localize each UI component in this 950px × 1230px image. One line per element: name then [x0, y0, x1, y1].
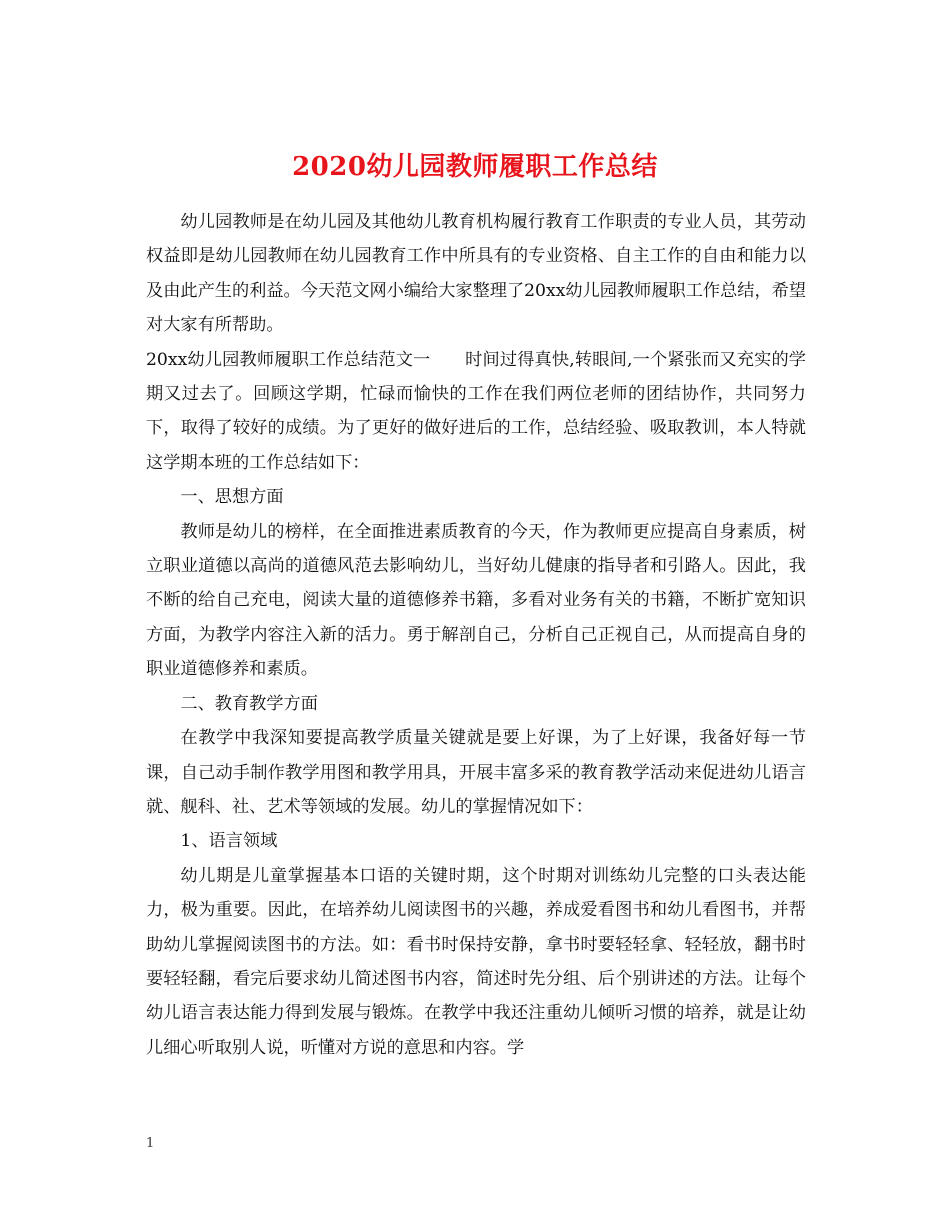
heading-teaching: 二、教育教学方面 — [180, 693, 318, 714]
paragraph-intro: 幼儿园教师是在幼儿园及其他幼儿教育机构履行教育工作职责的专业人员，其劳动权益即是幼儿园教师在幼儿园教育工作中所具有的专业资格、自主工作的自由和能力以及由此产生的利益。今天范文网小编给大家整理了20xx幼儿园教师履职工作总结，希望对大家有所帮助。 — [146, 212, 807, 336]
paragraph-language: 幼儿期是儿童掌握基本口语的关键时期，这个时期对训练幼儿完整的口头表达能力，极为重要。因此，在培养幼儿阅读图书的兴趣，养成爱看图书和幼儿看图书，并帮助幼儿掌握阅读图书的方法。如：看书时保持安静，拿书时要轻轻拿、轻轻放，翻书时要轻轻翻，看完后要求幼儿简述图书内容，简述时先分组、后个别讲述的方法。让每个幼儿语言表达能力得到发展与锻炼。在教学中我还注重幼儿倾听习惯的培养，就是让幼儿细心听取别人说，听懂对方说的意思和内容。学 — [146, 865, 806, 1058]
heading-thought: 一、思想方面 — [180, 487, 284, 508]
document-body — [146, 205, 806, 1065]
heading-language: 1、语言领域 — [180, 831, 278, 852]
paragraph-teaching: 在教学中我深知要提高教学质量关键就是要上好课，为了上好课，我备好每一节课，自己动手制作教学用图和教学用具，开展丰富多采的教育教学活动来促进幼儿语言就、舰科、社、艺术等领域的发展。幼儿的掌握情况如下： — [146, 728, 806, 817]
paragraph-sample-one: 20xx幼儿园教师履职工作总结范文一 时间过得真快,转眼间,一个紧张而又充实的学期又过去了。回顾这学期，忙碌而愉快的工作在我们两位老师的团结协作，共同努力下，取得了较好的成绩。为了更好的做好进后的工作，总结经验、吸取教训，本人特就这学期本班的工作总结如下： — [146, 349, 806, 473]
page-number: 1 — [146, 1136, 155, 1151]
paragraph-thought: 教师是幼儿的榜样，在全面推进素质教育的今天，作为教师更应提高自身素质，树立职业道德以高尚的道德风范去影响幼儿，当好幼儿健康的指导者和引路人。因此，我不断的给自己充电，阅读大量的道德修养书籍，多看对业务有关的书籍，不断扩宽知识方面，为教学内容注入新的活力。勇于解剖自己，分析自己正视自己，从而提高自身的职业道德修养和素质。 — [146, 521, 806, 680]
document-title: 2020幼儿园教师履职工作总结 — [292, 152, 658, 183]
